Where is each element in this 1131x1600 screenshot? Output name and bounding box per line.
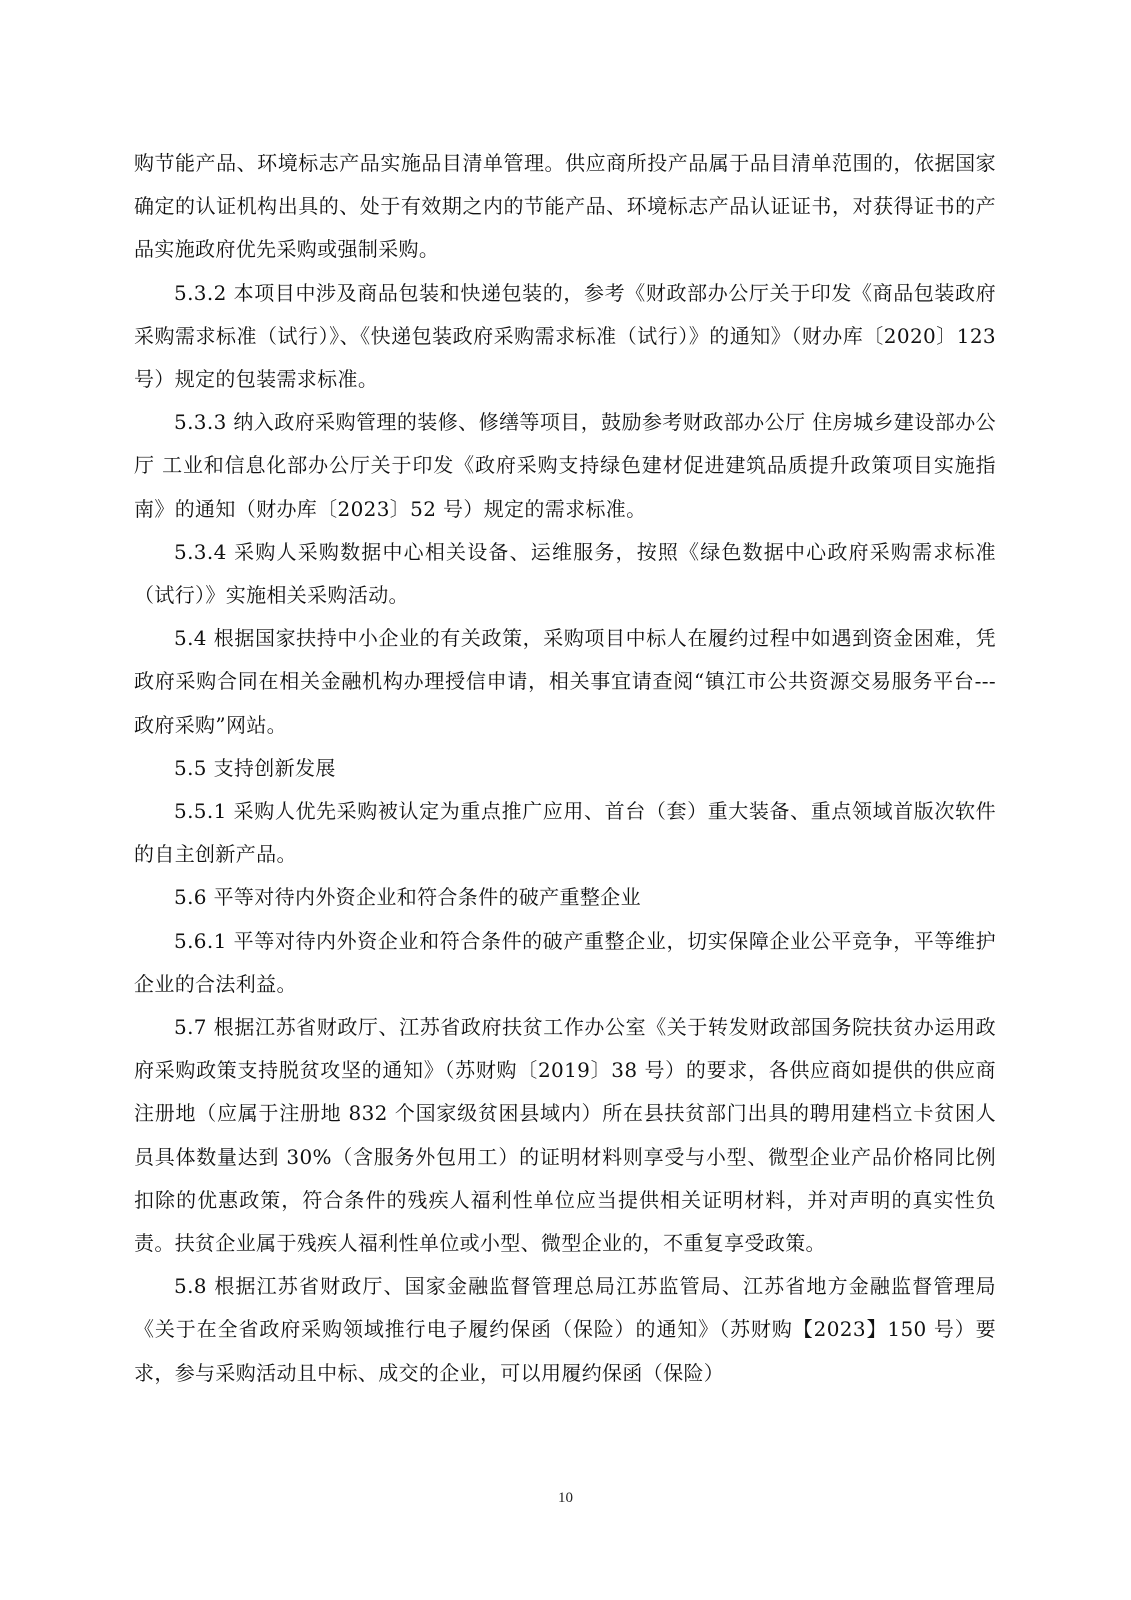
heading-5-6: 5.6 平等对待内外资企业和符合条件的破产重整企业 [174,885,641,910]
paragraph-5-8: 5.8 根据江苏省财政厅、国家金融监督管理总局江苏监管局、江苏省地方金融监督管理局《关于在全省政府采购领域推行电子履约保函（保险）的通知》（苏财购【2023】150 号）要求，参与采购活动且中标、成交的企业，可以用履约保函（保险） [134,1274,996,1385]
paragraph-5-7: 5.7 根据江苏省财政厅、江苏省政府扶贫工作办公室《关于转发财政部国务院扶贫办运用政府采购政策支持脱贫攻坚的通知》（苏财购〔2019〕38 号）的要求，各供应商如提供的供应商注册地（应属于注册地 832 个国家级贫困县域内）所在县扶贫部门出具的聘用建档立卡贫困人员具体数量达到 30%（含服务外包用工）的证明材料则享受与小型、微型企业产品价格同比例扣除的优惠政策，符合条件的残疾人福利性单位应当提供相关证明材料，并对声明的真实性负责。扶贫企业属于残疾人福利性单位或小型、微型企业的，不重复享受政策。 [134,1015,996,1256]
heading-5-5: 5.5 支持创新发展 [174,755,336,780]
document-body [134,142,996,1395]
paragraph-5-6-1: 5.6.1 平等对待内外资企业和符合条件的破产重整企业，切实保障企业公平竞争，平等维护企业的合法利益。 [134,928,996,996]
paragraph-continuation: 购节能产品、环境标志产品实施品目清单管理。供应商所投产品属于品目清单范围的，依据国家确定的认证机构出具的、处于有效期之内的节能产品、环境标志产品认证证书，对获得证书的产品实施政府优先采购或强制采购。 [134,151,996,262]
page-number: 10 [558,1490,573,1506]
paragraph-5-3-4: 5.3.4 采购人采购数据中心相关设备、运维服务，按照《绿色数据中心政府采购需求标准（试行）》实施相关采购活动。 [134,539,996,608]
paragraph-5-3-2: 5.3.2 本项目中涉及商品包装和快递包装的，参考《财政部办公厅关于印发《商品包装政府采购需求标准（试行）》、《快递包装政府采购需求标准（试行）》的通知》（财办库〔2020〕123 号）规定的包装需求标准。 [134,280,996,392]
paragraph-5-4: 5.4 根据国家扶持中小企业的有关政策，采购项目中标人在履约过程中如遇到资金困难，凭政府采购合同在相关金融机构办理授信申请，相关事宜请查阅“镇江市公共资源交易服务平台---政府采购”网站。 [134,626,996,737]
paragraph-5-5-1: 5.5.1 采购人优先采购被认定为重点推广应用、首台（套）重大装备、重点领域首版次软件的自主创新产品。 [134,799,996,867]
paragraph-5-3-3: 5.3.3 纳入政府采购管理的装修、修缮等项目，鼓励参考财政部办公厅 住房城乡建设部办公厅 工业和信息化部办公厅关于印发《政府采购支持绿色建材促进建筑品质提升政策项目实施指南》的通知（财办库〔2023〕52 号）规定的需求标准。 [134,410,996,521]
